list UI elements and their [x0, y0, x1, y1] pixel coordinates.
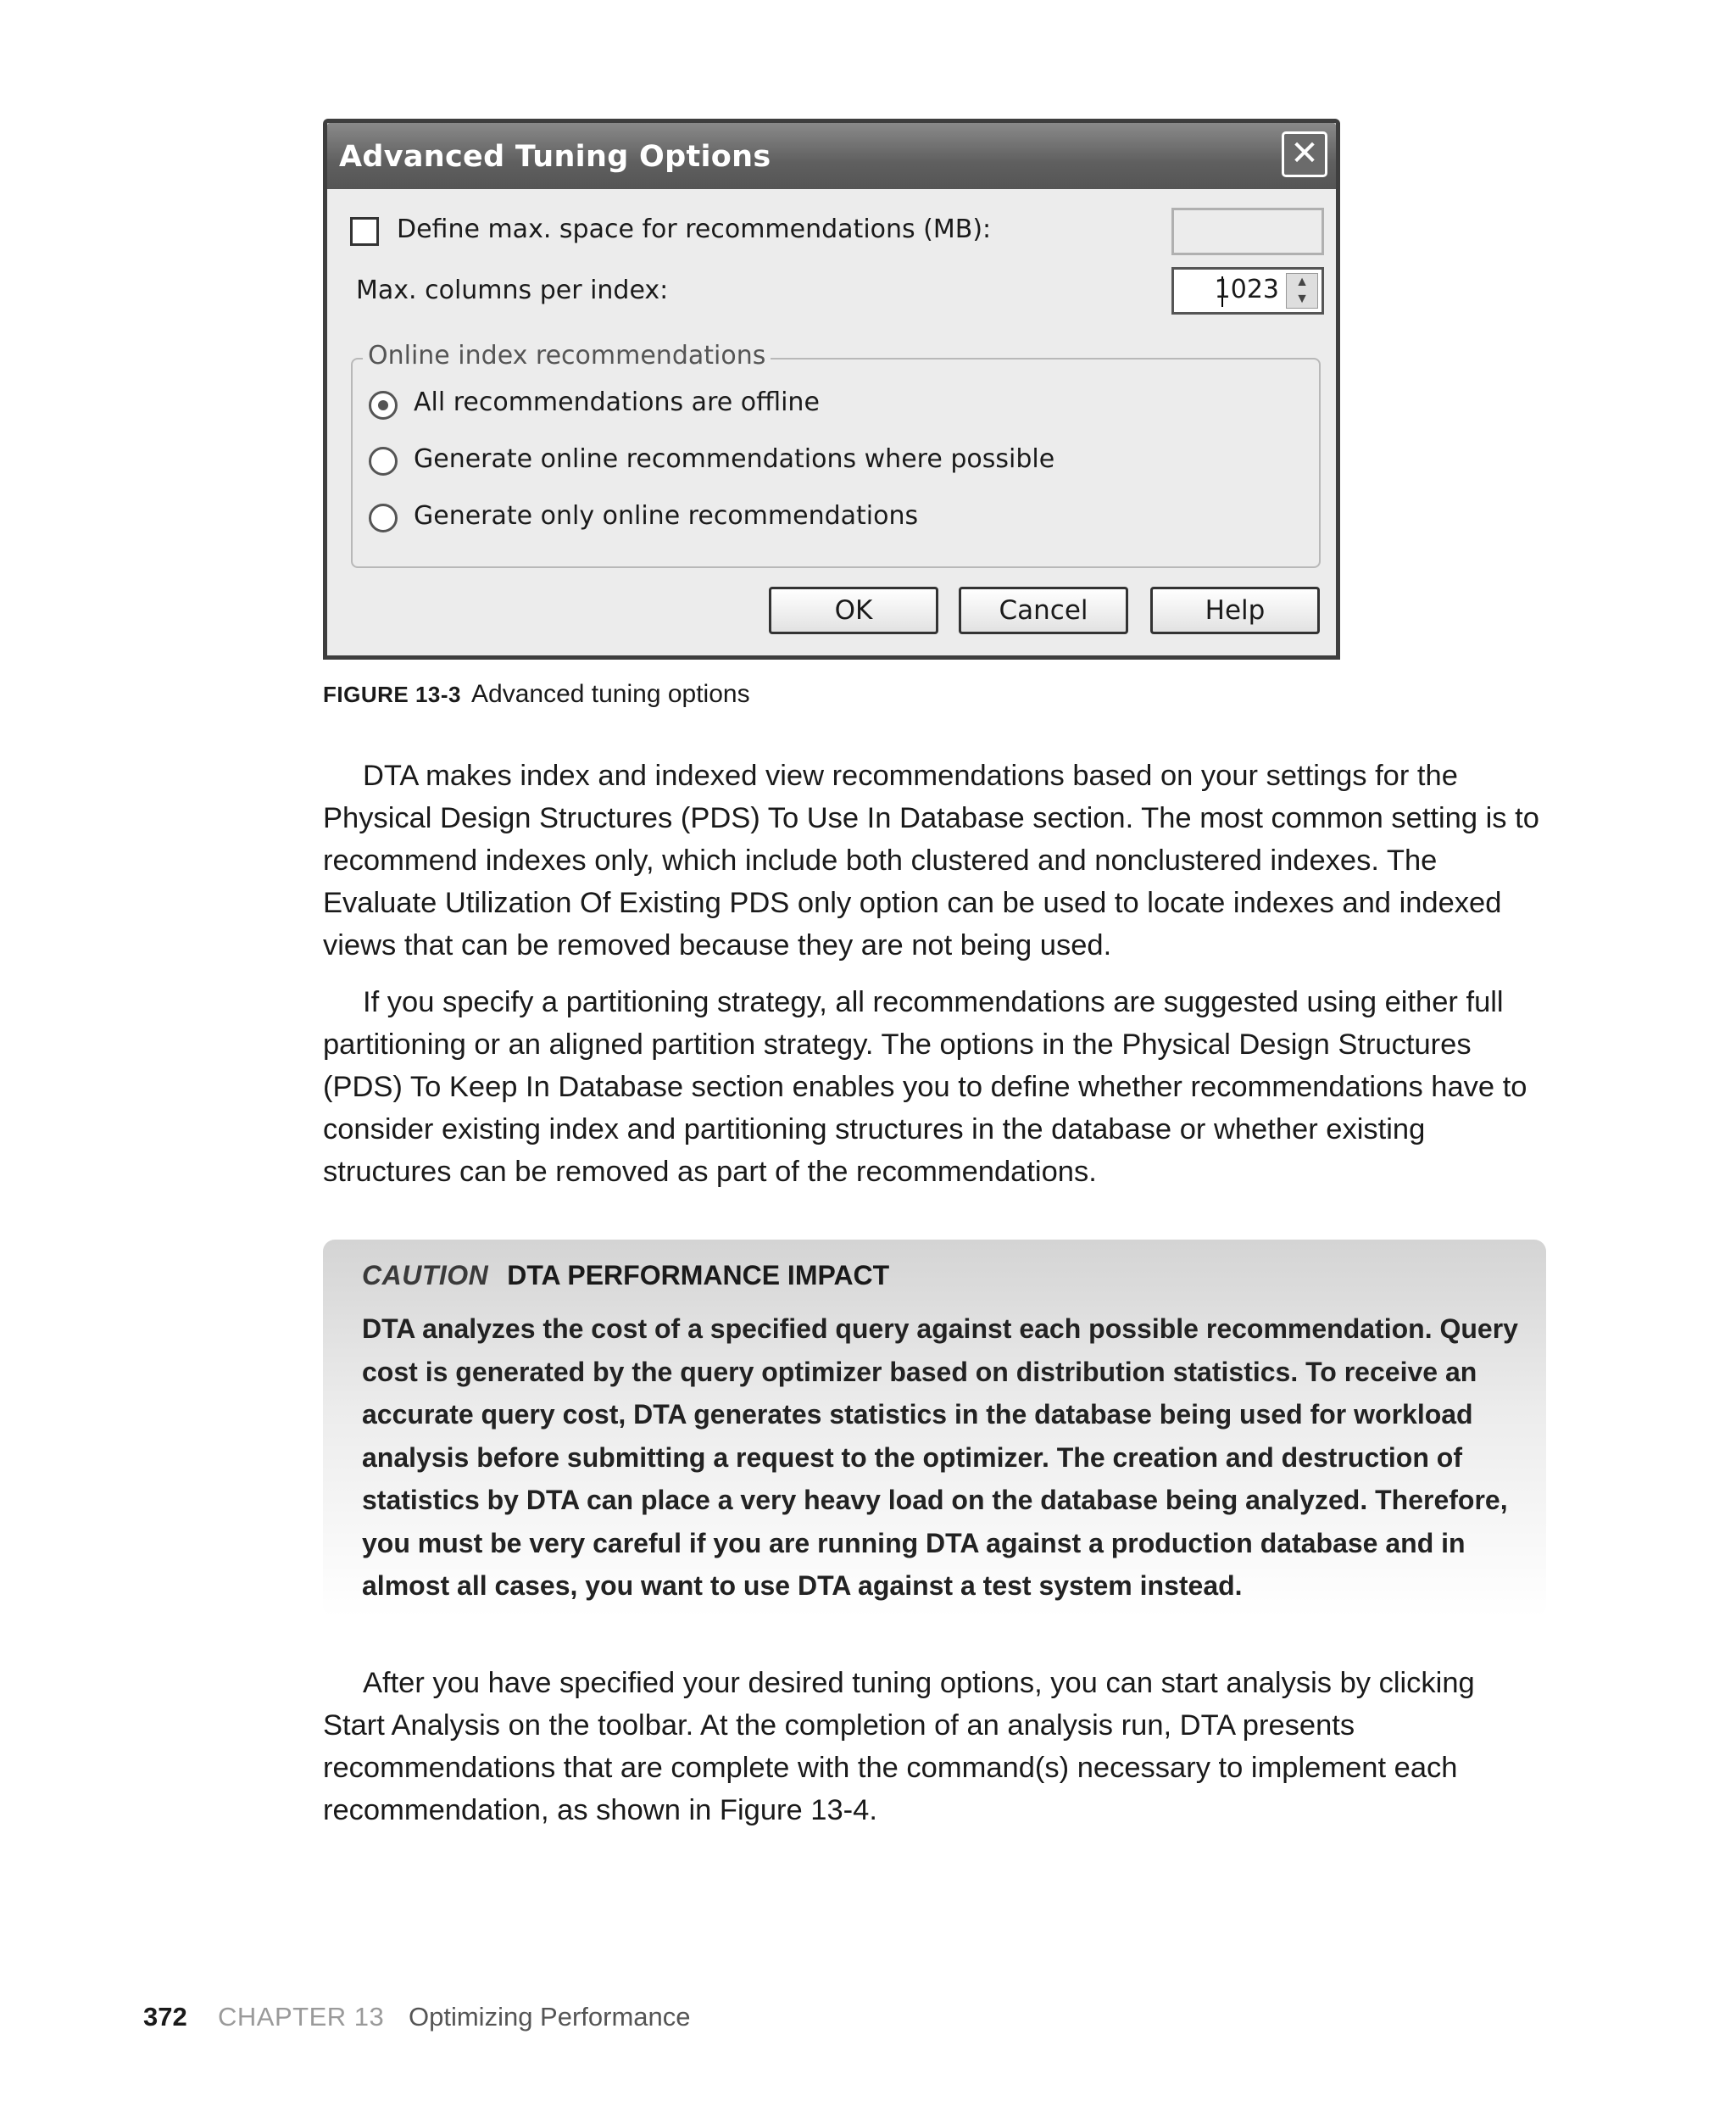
closing-text	[323, 1662, 1544, 1846]
max-space-input[interactable]	[1171, 208, 1324, 255]
max-columns-stepper[interactable]	[1171, 267, 1324, 315]
spin-down-icon[interactable]: ▼	[1295, 292, 1309, 306]
paragraph-2: If you specify a partitioning strategy, all recommendations are suggested using either full partitioning or an aligned partition strategy. The options in the Physical Design Structures (PDS) To Keep In Database section enables you to define whether recommendations have to consider existing index and partitioning structures in the database or whether existing structures can be removed as part of the recommendations.	[323, 986, 1527, 1188]
dialog-titlebar	[327, 123, 1336, 189]
ok-button[interactable]: OK	[769, 587, 938, 634]
group-label: Online index recommendations	[363, 341, 771, 371]
cancel-button[interactable]: Cancel	[959, 587, 1128, 634]
max-space-label: Define max. space for recommendations (MB):	[397, 215, 992, 244]
body-text	[323, 755, 1544, 1207]
radio-only-online-label: Generate only online recommendations	[414, 501, 919, 531]
dialog-title: Advanced Tuning Options	[339, 140, 771, 174]
spinner-arrows[interactable]	[1286, 273, 1318, 309]
radio-offline[interactable]	[369, 391, 398, 420]
radio-online-where-possible-label: Generate online recommendations where possible	[414, 444, 1055, 474]
radio-offline-label: All recommendations are offline	[414, 387, 820, 417]
max-columns-value: 1023	[1214, 275, 1279, 304]
chapter-title: Optimizing Performance	[409, 2002, 691, 2032]
paragraph-1: DTA makes index and indexed view recommendations based on your settings for the Physical Design Structures (PDS) To Use In Database section. The most common setting is to recommend indexes only, which include both clustered and nonclustered indexes. The Evaluate Utilization Of Existing PDS only option can be used to locate indexes and indexed views that can be removed because they are not being used.	[323, 760, 1539, 961]
caution-label: CAUTION	[362, 1260, 489, 1290]
chapter-label: CHAPTER 13	[218, 2002, 385, 2032]
figure-number: FIGURE 13-3	[323, 682, 461, 707]
max-space-checkbox[interactable]	[350, 217, 379, 246]
help-button[interactable]: Help	[1150, 587, 1320, 634]
spin-up-icon[interactable]: ▲	[1295, 275, 1309, 289]
figure-caption-text: Advanced tuning options	[471, 680, 750, 708]
paragraph-3: After you have specified your desired tuning options, you can start analysis by clicking Start Analysis on the toolbar. At the completion of an analysis run, DTA presents recommendations that are complete with the command(s) necessary to implement each recommendation, as shown in Figure 13-4.	[323, 1667, 1475, 1826]
caution-text: DTA analyzes the cost of a specified query against each possible recommendation. Query cost is generated by the query optimizer based on distribution statistics. To receive an accurate query cost, DTA generates statistics in the database being used for workload analysis before submitting a request to the optimizer. The creation and destruction of statistics by DTA can place a very heavy load on the database being analyzed. Therefore, you must be very careful if you are running DTA against a production database and in almost all cases, you want to use DTA against a test system instead.	[362, 1313, 1518, 1601]
max-columns-label: Max. columns per index:	[356, 276, 669, 305]
caution-title: DTA PERFORMANCE IMPACT	[507, 1260, 890, 1290]
caution-box	[323, 1240, 1546, 1617]
figure-caption	[323, 680, 750, 709]
radio-only-online[interactable]	[369, 504, 398, 532]
close-icon[interactable]: ✕	[1282, 131, 1327, 177]
advanced-tuning-options-dialog	[323, 119, 1340, 660]
page-number: 372	[143, 2002, 187, 2032]
radio-online-where-possible[interactable]	[369, 447, 398, 476]
caution-heading	[362, 1260, 889, 1291]
